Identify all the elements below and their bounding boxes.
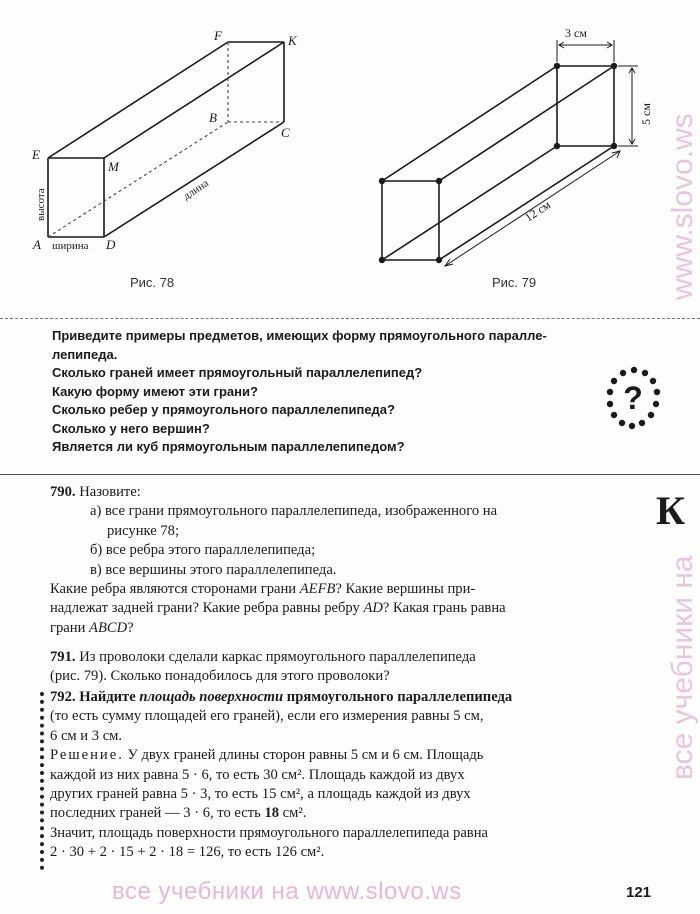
exercise-text: Из проволоки сделали каркас прямоугольного параллелепипеда [79, 649, 476, 665]
question-badge-glyph: ? [623, 380, 643, 416]
dimension-width-label: 3 см [565, 26, 587, 40]
vertex-label-e: E [32, 147, 40, 162]
questions-top-divider [0, 318, 700, 319]
solution-text: других граней равна 5 · 3, то есть 15 см², а площадь каждой из двух [50, 786, 471, 803]
exercise-text: 6 см и 3 см. [50, 727, 123, 744]
question-line: Какую форму имеют эти грани? [52, 383, 258, 399]
figure-79 [340, 0, 670, 300]
exercise-text: (то есть сумму площадей его граней), если его измерения равны 5 см, [50, 708, 484, 725]
question-text: надлежат задней грани? Какие ребра равны ребру [50, 600, 364, 617]
question-line: Является ли куб прямоугольным параллелепипедом? [52, 439, 405, 454]
question-text: ? [127, 619, 134, 636]
width-label: ширина [52, 240, 89, 252]
review-questions [52, 327, 547, 457]
face-name: ABCD [89, 619, 128, 636]
exercise-text: (рис. 79). Сколько понадобилось для этого проволоки? [50, 668, 390, 685]
vertex-label-k: K [288, 33, 297, 48]
vertex-label-d: D [106, 237, 116, 252]
questions-bottom-divider [0, 474, 700, 475]
page-number: 121 [626, 884, 652, 901]
solution-text: каждой из них равна 5 · 6, то есть 30 см². Площадь каждой из двух [50, 766, 465, 783]
face-name: AEFB [299, 581, 336, 597]
question-text: ? Какая грань равна [382, 600, 506, 617]
height-label: высота [35, 188, 47, 221]
solution-text: 2 · 30 + 2 · 15 + 2 · 18 = 126, то есть 126 см². [50, 844, 325, 861]
edge-name: AD [363, 600, 383, 617]
exercise-number: 791. [50, 649, 76, 665]
vertex-label-b: B [209, 110, 217, 125]
exercise-text: прямоугольного параллелепипеда [283, 689, 513, 705]
question-line: Сколько у него вершин? [52, 420, 210, 436]
dimension-length-label: 12 см [522, 197, 554, 225]
question-text: Какие ребра являются сторонами грани [50, 581, 300, 597]
vertex-label-f: F [214, 28, 222, 43]
question-line: Приведите примеры предметов, имеющих форму прямоугольного паралле- [52, 328, 547, 343]
figure-78 [0, 0, 330, 300]
vertex-label-a: A [33, 237, 41, 252]
question-text: ? Какие вершины при- [335, 581, 476, 597]
length-label: длина [181, 177, 211, 203]
solution-highlight: 18 [264, 805, 280, 822]
exercise-number: 790. [50, 484, 76, 500]
item-a-line1: а) все грани прямоугольного параллелепипеда, изображенного на [90, 503, 498, 520]
exercise-791 [50, 648, 476, 687]
exercise-790 [50, 483, 497, 580]
side-watermark-bottom: все учебники на [666, 555, 699, 780]
key-term: площадь поверхности [139, 689, 284, 705]
vertex-label-m: M [108, 159, 119, 174]
exercise-text: Найдите [79, 689, 140, 705]
figure-78-caption: Рис. 78 [130, 275, 175, 290]
item-a-line2: рисунке 78; [107, 522, 179, 539]
question-line: Сколько ребер у прямоугольного параллелепипеда? [52, 402, 395, 417]
solution-heading: Решение. [50, 747, 124, 764]
side-watermark-top: www.slovo.ws [666, 113, 699, 300]
exercise-792 [50, 688, 512, 863]
question-mark-icon [604, 362, 664, 452]
exercise-792-margin-marker [40, 692, 44, 870]
solution-text: Значит, площадь поверхности прямоугольного параллелепипеда равна [50, 824, 488, 841]
item-b: б) все ребра этого параллелепипеда; [90, 542, 316, 559]
section-marker-letter: К [656, 488, 686, 533]
item-c: в) все вершины этого параллелепипеда. [90, 561, 337, 578]
dimension-height-label: 5 см [639, 103, 653, 125]
exercise-number: 792. [50, 689, 76, 705]
question-line: Сколько граней имеет прямоугольный параллелепипед? [52, 365, 423, 380]
exercise-790-questions [50, 580, 506, 638]
solution-text: последних граней — 3 · 6, то есть [50, 805, 265, 822]
question-line: лепипеда. [52, 346, 118, 362]
vertex-label-c: C [281, 125, 290, 140]
solution-text: см². [279, 805, 307, 822]
solution-text: У двух граней длины сторон равны 5 см и 6 см. Площадь [123, 747, 484, 764]
bottom-watermark: все учебники на www.slovo.ws [112, 878, 462, 905]
question-text: грани [50, 619, 90, 636]
exercise-intro: Назовите: [79, 484, 141, 500]
figure-79-caption: Рис. 79 [492, 275, 537, 290]
